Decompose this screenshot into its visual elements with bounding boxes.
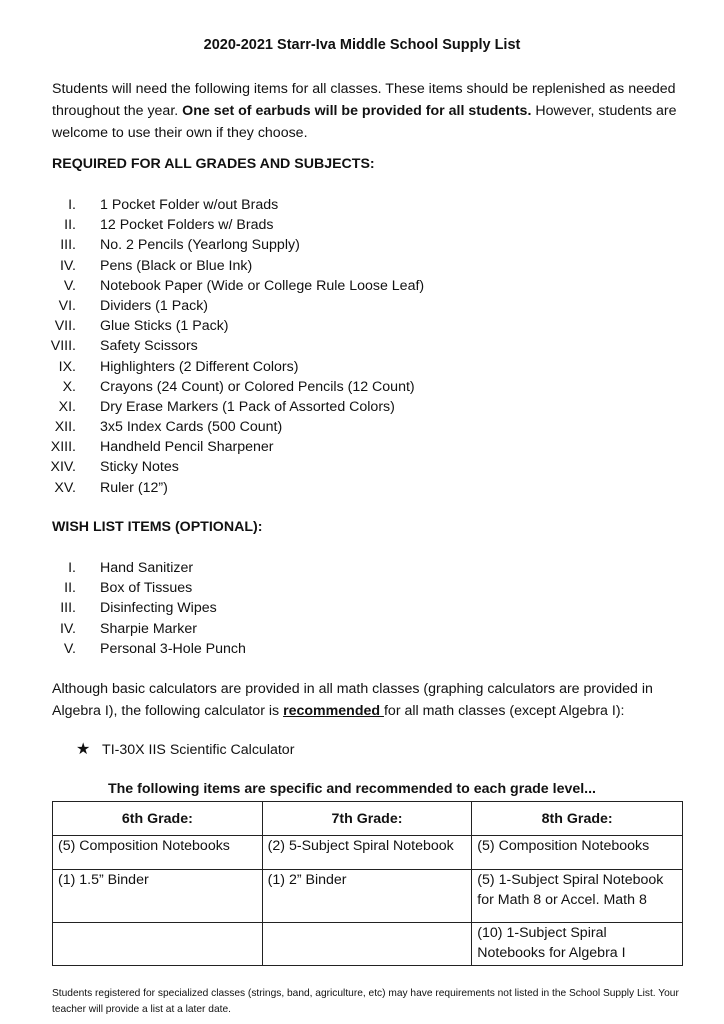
calculator-emphasis: recommended bbox=[283, 703, 384, 719]
star-icon: ★ bbox=[76, 741, 91, 758]
table-cell bbox=[53, 923, 263, 966]
calculator-text-after: for all math classes (except Algebra I): bbox=[383, 703, 625, 719]
item-text: Safety Scissors bbox=[100, 338, 198, 355]
footnote: Students registered for specialized classes (strings, band, agriculture, etc) may have requirements not listed in the School Supply List. Your teacher will provide a list at a later date. bbox=[52, 988, 679, 1015]
table-row bbox=[53, 923, 683, 966]
item-text: Notebook Paper (Wide or College Rule Loose Leaf) bbox=[100, 277, 425, 294]
item-text: Ruler (12”) bbox=[100, 479, 168, 496]
item-numeral: III. bbox=[60, 237, 76, 254]
table-cell: (10) 1-Subject Spiral Notebooks for Algebra I bbox=[472, 923, 683, 966]
table-cell: (2) 5-Subject Spiral Notebook bbox=[262, 836, 472, 870]
item-numeral: IV. bbox=[59, 257, 76, 274]
calculator-item bbox=[76, 739, 294, 759]
item-text: 1 Pocket Folder w/out Brads bbox=[100, 197, 279, 213]
item-numeral: IV. bbox=[59, 620, 76, 637]
item-numeral: II. bbox=[64, 217, 76, 234]
table-header-cell: 6th Grade: bbox=[53, 802, 263, 836]
item-text: Sticky Notes bbox=[100, 459, 179, 476]
item-numeral: VI. bbox=[58, 297, 76, 314]
item-numeral: I. bbox=[68, 560, 76, 576]
table-cell bbox=[262, 923, 472, 966]
item-numeral: II. bbox=[64, 580, 76, 597]
intro-text-before: Students will need the following items for all classes. These items should be replenished as needed throughout the year. bbox=[52, 81, 676, 119]
page-title: 2020-2021 Starr-Iva Middle School Supply List bbox=[203, 37, 521, 53]
item-text: Personal 3-Hole Punch bbox=[100, 640, 246, 657]
item-numeral: XV. bbox=[54, 479, 76, 496]
item-text: Crayons (24 Count) or Colored Pencils (12 Count) bbox=[100, 378, 415, 395]
table-cell: (1) 1.5” Binder bbox=[53, 870, 263, 923]
item-text: Box of Tissues bbox=[100, 580, 193, 597]
table-row bbox=[53, 836, 683, 870]
grade-level-table bbox=[52, 801, 683, 966]
item-text: Pens (Black or Blue Ink) bbox=[100, 257, 253, 274]
item-numeral: XIII. bbox=[50, 439, 76, 456]
item-text: 12 Pocket Folders w/ Brads bbox=[100, 217, 274, 234]
item-numeral: XIV. bbox=[50, 459, 76, 476]
calculator-paragraph bbox=[52, 678, 702, 722]
item-numeral: IX. bbox=[58, 358, 76, 375]
table-cell: (1) 2” Binder bbox=[262, 870, 472, 923]
intro-paragraph bbox=[52, 78, 692, 144]
item-text: Hand Sanitizer bbox=[100, 560, 194, 576]
item-text: Dry Erase Markers (1 Pack of Assorted Colors) bbox=[100, 398, 395, 415]
grade-table-caption: The following items are specific and recommended to each grade level... bbox=[107, 781, 597, 797]
table-cell: (5) Composition Notebooks bbox=[472, 836, 683, 870]
item-numeral: X. bbox=[62, 378, 76, 395]
item-text: Glue Sticks (1 Pack) bbox=[100, 318, 229, 335]
item-text: Sharpie Marker bbox=[100, 620, 197, 637]
item-numeral: VII. bbox=[54, 318, 76, 335]
item-numeral: I. bbox=[68, 197, 76, 213]
intro-bold-text: One set of earbuds will be provided for all students. bbox=[182, 103, 532, 119]
item-numeral: V. bbox=[63, 277, 76, 294]
table-row bbox=[53, 870, 683, 923]
item-text: Highlighters (2 Different Colors) bbox=[100, 358, 299, 375]
table-header-row bbox=[53, 802, 683, 836]
item-text: Dividers (1 Pack) bbox=[100, 297, 209, 314]
wishlist-heading: WISH LIST ITEMS (OPTIONAL): bbox=[52, 519, 263, 535]
item-numeral: V. bbox=[63, 640, 76, 657]
item-numeral: XI. bbox=[58, 398, 76, 415]
item-numeral: XII. bbox=[54, 419, 76, 436]
item-text: No. 2 Pencils (Yearlong Supply) bbox=[100, 237, 300, 254]
table-cell: (5) 1-Subject Spiral Notebook for Math 8 or Accel. Math 8 bbox=[472, 870, 683, 923]
table-header-cell: 7th Grade: bbox=[262, 802, 472, 836]
item-text: Handheld Pencil Sharpener bbox=[100, 439, 274, 456]
calculator-item-text: TI-30X IIS Scientific Calculator bbox=[102, 742, 295, 758]
required-heading: REQUIRED FOR ALL GRADES AND SUBJECTS: bbox=[52, 156, 375, 172]
item-text: 3x5 Index Cards (500 Count) bbox=[100, 419, 283, 436]
calculator-text-before: Although basic calculators are provided in all math classes (graphing calculators are provided in Algebra I), the following calculator is bbox=[52, 681, 653, 719]
table-header-cell: 8th Grade: bbox=[472, 802, 683, 836]
item-numeral: III. bbox=[60, 600, 76, 617]
intro-text-after: However, students are welcome to use their own if they choose. bbox=[52, 103, 677, 141]
table-cell: (5) Composition Notebooks bbox=[53, 836, 263, 870]
item-numeral: VIII. bbox=[50, 338, 76, 355]
item-text: Disinfecting Wipes bbox=[100, 600, 217, 617]
